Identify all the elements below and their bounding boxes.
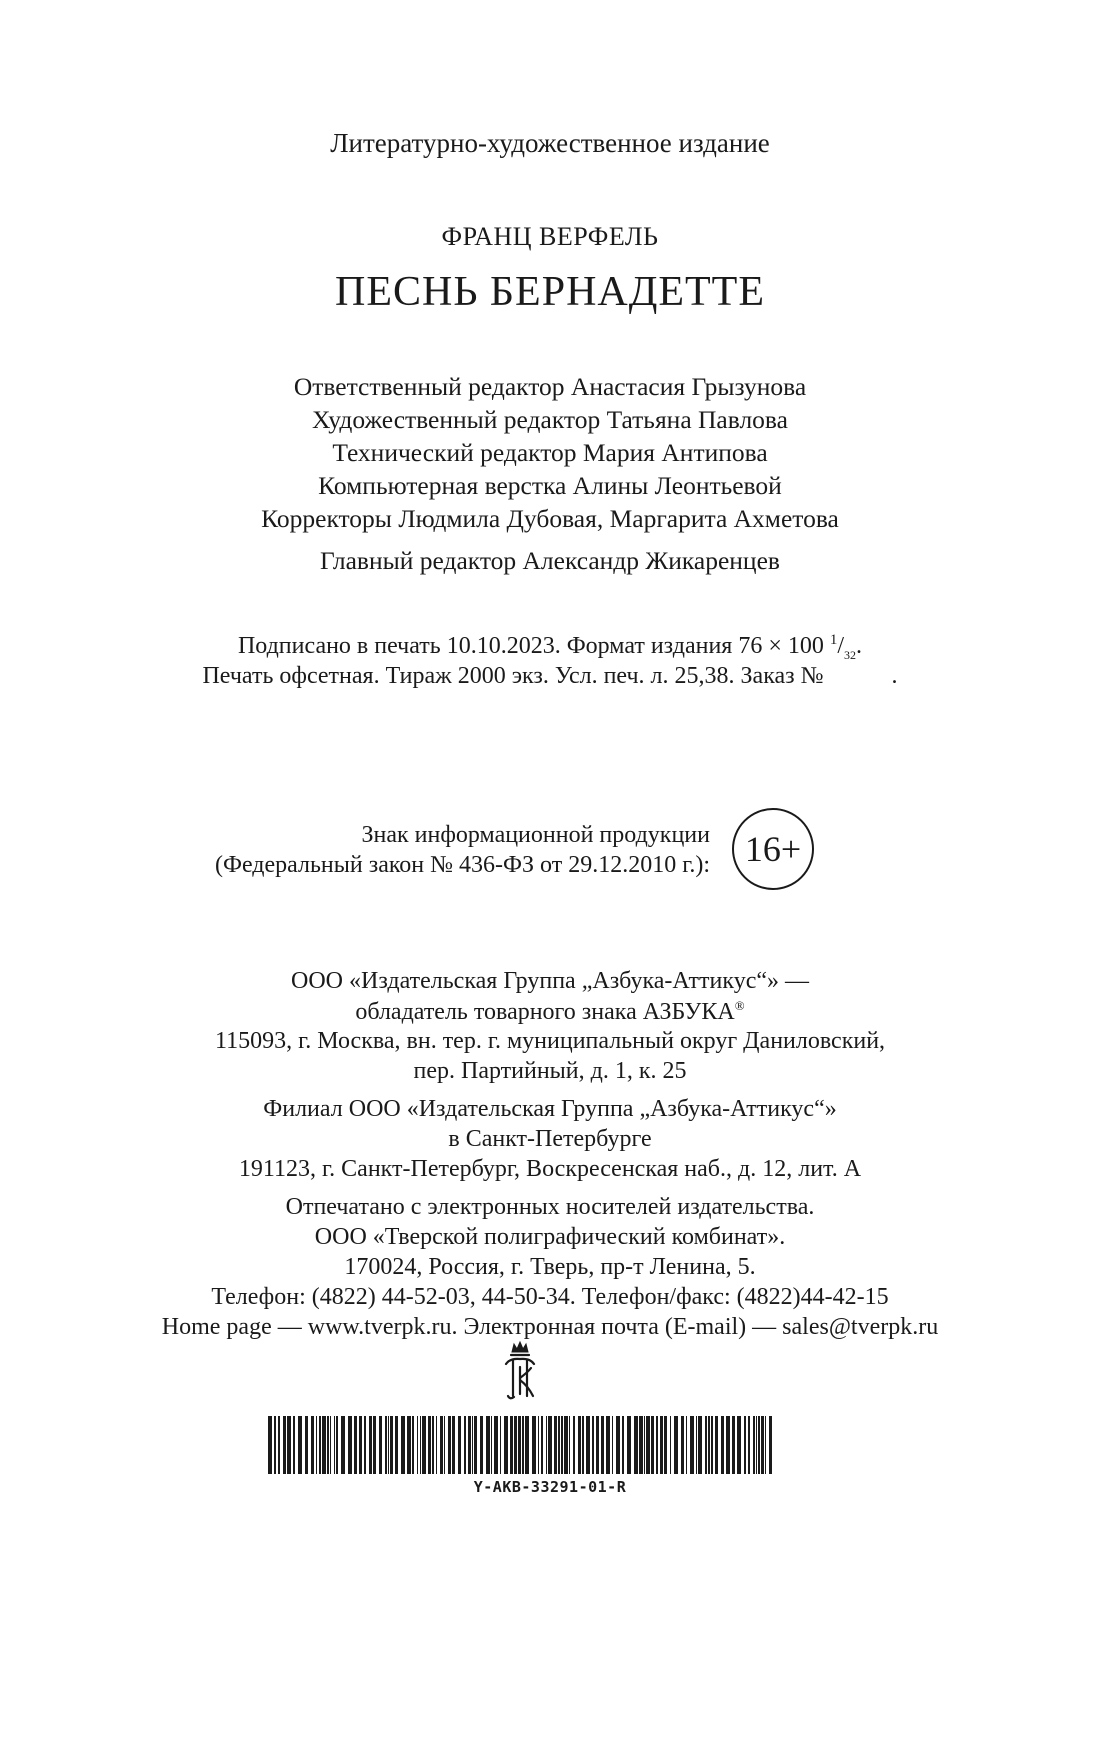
barcode-bar [293,1416,295,1474]
barcode-bar [586,1416,590,1474]
barcode-bar [448,1416,451,1474]
barcode-bar [369,1416,372,1474]
barcode-bar [440,1416,443,1474]
barcode-bar [390,1416,393,1474]
publisher-line: 115093, г. Москва, вн. тер. г. муниципальный округ Даниловский, [214,1028,886,1054]
barcode-bar [278,1416,280,1474]
barcode-bar [319,1416,321,1474]
barcode-bar [646,1416,650,1474]
barcode-bar [690,1416,694,1474]
barcode-bar [395,1416,398,1474]
barcode-bar [491,1416,492,1474]
barcode-bar [670,1416,671,1474]
barcode-bar [504,1416,508,1474]
barcode-bar [656,1416,658,1474]
barcode-bar [715,1416,718,1474]
barcode-bar [538,1416,539,1474]
barcode-bar [761,1416,764,1474]
barcode-bar [494,1416,498,1474]
barcode-bar [436,1416,437,1474]
barcode-bar [327,1416,329,1474]
barcode-bar [305,1416,308,1474]
barcode-bar [564,1416,568,1474]
barcode-bar [322,1416,326,1474]
barcode-bar [532,1416,536,1474]
barcode-bar [660,1416,663,1474]
barcode-bar [334,1416,335,1474]
barcode-bar [468,1416,471,1474]
barcode-bar [518,1416,521,1474]
barcode-bar [554,1416,557,1474]
barcode-bar [388,1416,389,1474]
barcode-bar [422,1416,426,1474]
barcode-bar [287,1416,291,1474]
barcode-bar [578,1416,581,1474]
barcode-bar [336,1416,338,1474]
barcode-bar [705,1416,707,1474]
barcode-bar [708,1416,710,1474]
branch-line: в Санкт-Петербурге [448,1126,652,1152]
branch-line: Филиал ООО «Издательская Группа „Азбука-Аттикус“» [263,1096,837,1122]
barcode-bar [514,1416,517,1474]
printer-line: Телефон: (4822) 44-52-03, 44-50-34. Телефон/факс: (4822)44-42-15 [211,1284,889,1310]
barcode-bar [464,1416,466,1474]
barcode-bar [711,1416,713,1474]
barcode-bar [458,1416,461,1474]
barcode-bar [606,1416,610,1474]
barcode-bar [359,1416,362,1474]
barcode-bar [274,1416,276,1474]
barcode-bar [612,1416,613,1474]
barcode-bar [486,1416,490,1474]
barcode-bar [596,1416,599,1474]
credit-line: Корректоры Людмила Дубовая, Маргарита Ахметова [261,504,839,533]
barcode-bar [525,1416,529,1474]
barcode-bar [341,1416,345,1474]
barcode-bar [627,1416,631,1474]
barcode-bar [573,1416,575,1474]
barcode-bar [737,1416,741,1474]
barcode-code: Y-AKB-33291-01-R [473,1478,627,1496]
barcode-bar [510,1416,513,1474]
printer-line: Отпечатано с электронных носителей издательства. [285,1194,815,1220]
barcode-bar [674,1416,678,1474]
printer-line: ООО «Тверской полиграфический комбинат». [314,1224,786,1250]
publisher-line: ООО «Издательская Группа „Азбука-Аттикус“» — [291,968,809,994]
age-rating-label-2: (Федеральный закон № 436-ФЗ от 29.12.2010 г.): [214,852,710,878]
barcode-bar [732,1416,735,1474]
barcode-bar [401,1416,405,1474]
barcode-bar [541,1416,543,1474]
barcode-bar [644,1416,645,1474]
barcode-bar [744,1416,746,1474]
credit-line: Компьютерная верстка Алины Леонтьевой [318,471,782,500]
barcode-bar [569,1416,570,1474]
branch-line: 191123, г. Санкт-Петербург, Воскресенская наб., д. 12, лит. А [238,1156,862,1182]
barcode-bar [385,1416,387,1474]
print-info-line-1: Подписано в печать 10.10.2023. Формат издания 76 × 100 $^1/_{32}$. [237,632,863,662]
print-info-line-2: Печать офсетная. Тираж 2000 экз. Усл. печ. л. 25,38. Заказ № . [202,663,898,689]
barcode-bar [364,1416,366,1474]
barcode-bar [298,1416,302,1474]
barcode-bar [407,1416,411,1474]
credit-line: Технический редактор Мария Антипова [332,438,768,467]
barcode-bar [432,1416,434,1474]
barcode [268,1416,773,1474]
barcode-bar [582,1416,584,1474]
barcode-bar [558,1416,560,1474]
registered-mark: ® [734,998,745,1013]
barcode-bar [373,1416,376,1474]
credit-line: Ответственный редактор Анастасия Грызунова [293,372,807,401]
barcode-bar [698,1416,702,1474]
printer-line: 170024, Россия, г. Тверь, пр-т Ленина, 5. [344,1254,756,1280]
barcode-bar [753,1416,755,1474]
barcode-bar [330,1416,331,1474]
barcode-bar [480,1416,483,1474]
age-rating-label-1: Знак информационной продукции [361,822,710,848]
publisher-line: пер. Партийный, д. 1, к. 25 [413,1058,687,1084]
barcode-bar [748,1416,750,1474]
barcode-bar [444,1416,445,1474]
barcode-bar [681,1416,684,1474]
barcode-bar [420,1416,421,1474]
author-name: ФРАНЦ ВЕРФЕЛЬ [441,222,659,251]
barcode-bar [634,1416,638,1474]
barcode-bar [686,1416,687,1474]
barcode-bar [452,1416,455,1474]
barcode-bar [651,1416,654,1474]
barcode-bar [561,1416,563,1474]
barcode-bar [758,1416,760,1474]
barcode-bar [622,1416,624,1474]
barcode-bar [639,1416,643,1474]
publisher-line: обладатель товарного знака АЗБУКА® [355,998,745,1025]
barcode-bar [311,1416,314,1474]
barcode-bar [348,1416,352,1474]
barcode-bar [616,1416,620,1474]
barcode-bar [379,1416,382,1474]
barcode-bar [765,1416,766,1474]
barcode-bar [769,1416,772,1474]
barcode-bar [548,1416,552,1474]
barcode-bar [721,1416,724,1474]
barcode-bar [756,1416,757,1474]
barcode-bar [354,1416,357,1474]
barcode-bar [428,1416,431,1474]
barcode-bar [316,1416,317,1474]
barcode-bar [417,1416,418,1474]
barcode-bar [592,1416,594,1474]
barcode-bar [664,1416,667,1474]
printer-line: Home page — www.tverpk.ru. Электронная почта (E-mail) — sales@tverpk.ru [161,1314,939,1340]
barcode-bar [472,1416,473,1474]
barcode-bar [546,1416,547,1474]
barcode-bar [412,1416,414,1474]
barcode-bar [522,1416,524,1474]
credit-line: Художественный редактор Татьяна Павлова [312,405,788,434]
chief-editor: Главный редактор Александр Жикаренцев [320,546,780,575]
barcode-bar [696,1416,697,1474]
printer-monogram-icon [500,1340,540,1402]
barcode-bar [726,1416,730,1474]
age-rating-badge: 16+ [732,808,814,890]
barcode-bar [500,1416,501,1474]
barcode-bar [601,1416,604,1474]
edition-type: Литературно-художественное издание [330,128,770,158]
barcode-bar [268,1416,272,1474]
barcode-bar [474,1416,477,1474]
barcode-bar [283,1416,286,1474]
book-title: ПЕСНЬ БЕРНАДЕТТЕ [334,269,765,315]
